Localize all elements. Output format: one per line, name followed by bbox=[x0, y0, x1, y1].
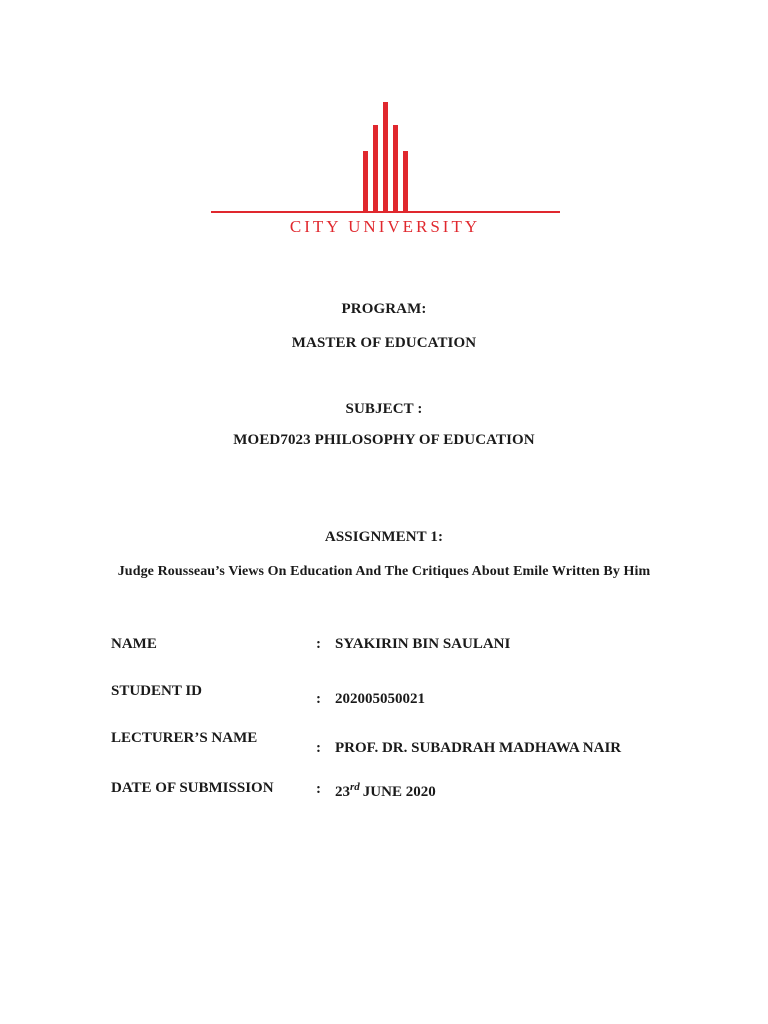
assignment-label: ASSIGNMENT 1: bbox=[324, 529, 444, 545]
program-value: MASTER OF EDUCATION bbox=[291, 335, 477, 351]
name-colon: : bbox=[316, 636, 321, 652]
date-colon: : bbox=[316, 781, 321, 797]
lecturer-label: LECTURER’S NAME bbox=[111, 730, 258, 746]
name-value: SYAKIRIN BIN SAULANI bbox=[335, 636, 511, 652]
date-value bbox=[335, 781, 436, 801]
logo-text: CITY UNIVERSITY bbox=[289, 217, 481, 236]
assignment-title: Judge Rousseau’s Views On Education And The Critiques About Emile Written By Him bbox=[117, 564, 651, 579]
program-label: PROGRAM: bbox=[341, 301, 427, 317]
lecturer-value: PROF. DR. SUBADRAH MADHAWA NAIR bbox=[335, 740, 622, 756]
date-suffix: rd bbox=[350, 781, 360, 793]
university-logo bbox=[205, 95, 565, 247]
date-label: DATE OF SUBMISSION bbox=[111, 780, 274, 796]
city-skyline-icon bbox=[205, 95, 565, 247]
lecturer-colon: : bbox=[316, 740, 321, 756]
subject-label: SUBJECT : bbox=[345, 401, 423, 417]
date-day: 23 bbox=[335, 784, 350, 800]
subject-value: MOED7023 PHILOSOPHY OF EDUCATION bbox=[233, 432, 535, 448]
student-id-value: 202005050021 bbox=[335, 691, 425, 707]
student-id-colon: : bbox=[316, 691, 321, 707]
date-month-year: JUNE 2020 bbox=[362, 784, 436, 800]
student-id-label: STUDENT ID bbox=[111, 683, 203, 699]
name-label: NAME bbox=[111, 636, 157, 652]
